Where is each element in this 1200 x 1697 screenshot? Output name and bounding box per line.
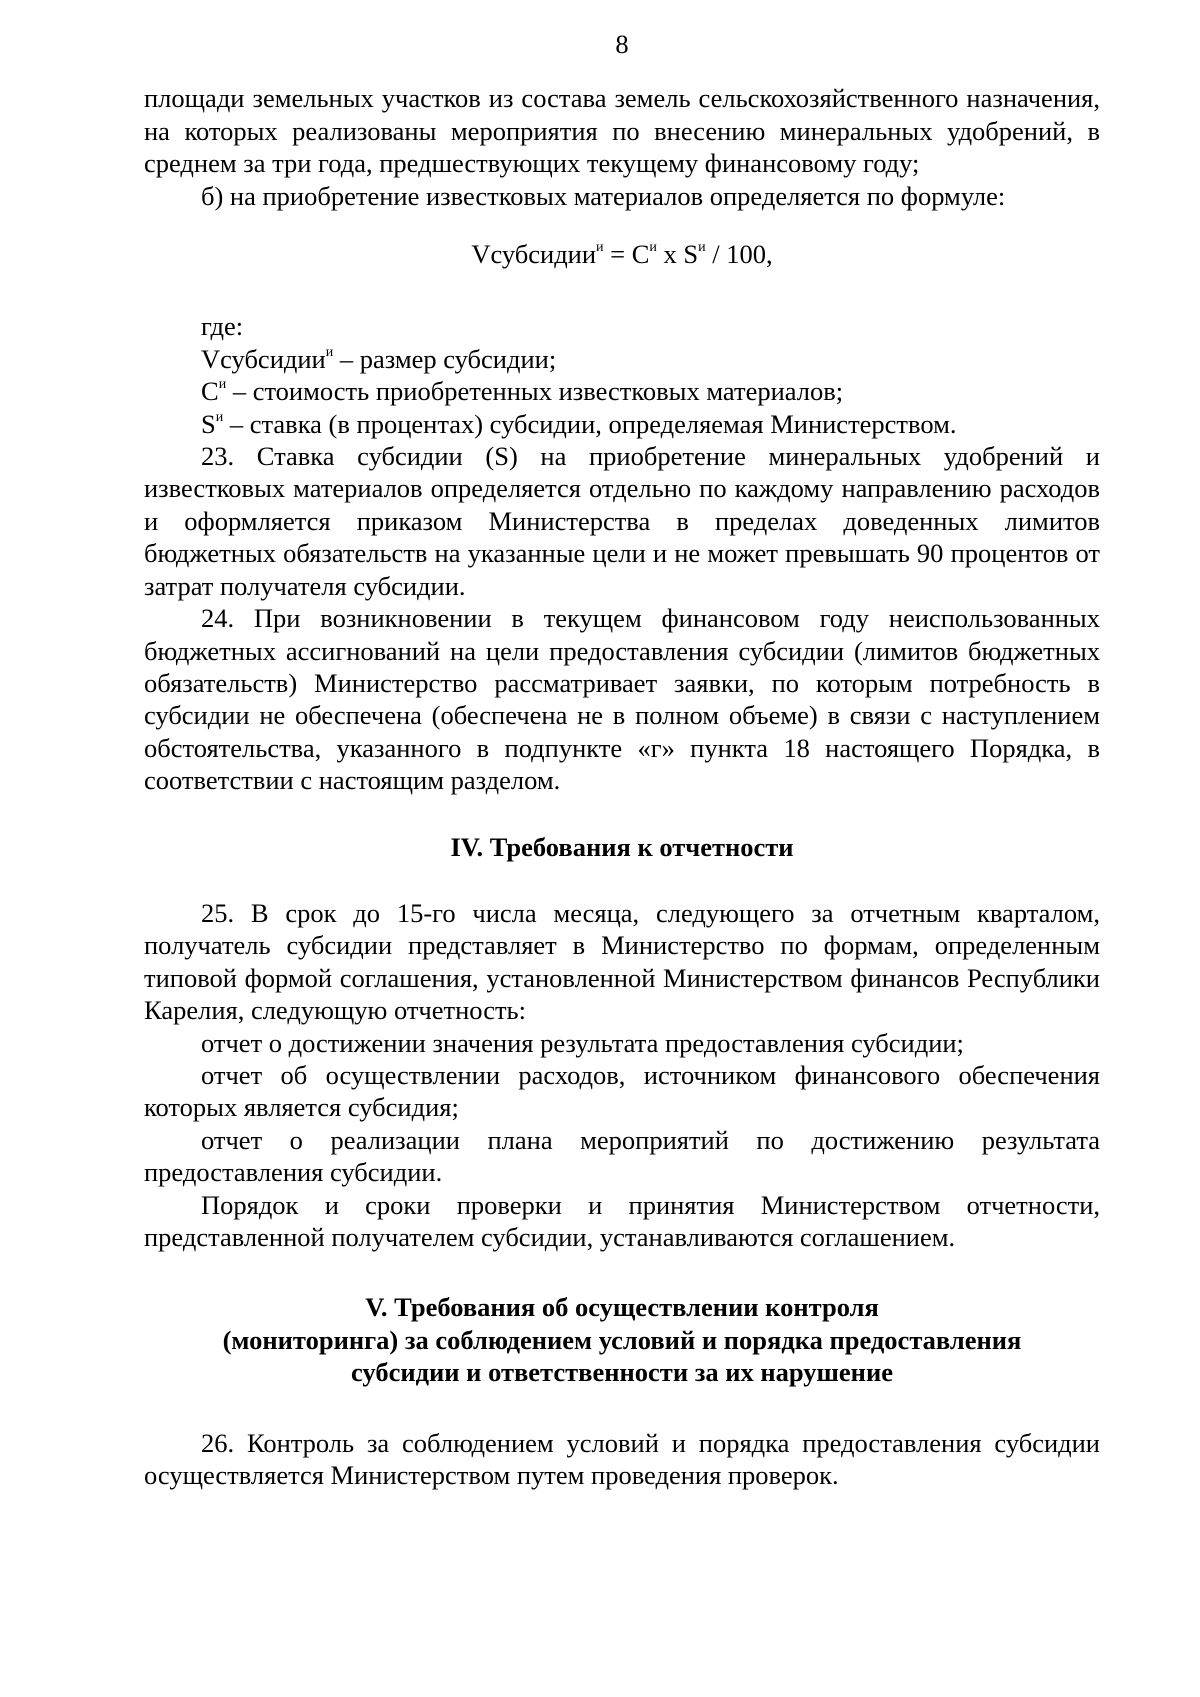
report-item-2: отчет об осуществлении расходов, источником финансового обеспечения которых является субсидия; [144, 1059, 1100, 1123]
page-number: 8 [615, 29, 629, 59]
formula-v: Vсубсидии [471, 239, 597, 270]
formula-eq: = C [603, 239, 650, 270]
paragraph-23: 23. Ставка субсидии (S) на приобретение минеральных удобрений и известковых материалов определяется отдельно по каждому направлению расходов и оформляется приказом Министерства в пределах доведенных лимитов бюджетных обязательств на указанные цели и не может превышать 90 процентов от затрат получателя субсидии. [144, 441, 1100, 601]
def-c-sup: и [218, 377, 227, 393]
formula-sup-1: и [596, 240, 604, 256]
def-c-symbol: C [201, 376, 219, 407]
def-s-sup: и [215, 409, 224, 425]
def-s-text: – ставка (в процентах) субсидии, определяемая Министерством. [223, 408, 957, 439]
paragraph-26: 26. Контроль за соблюдением условий и порядка предоставления субсидии осуществляется Министерством путем проведения проверок. [144, 1427, 1100, 1491]
def-c-text: – стоимость приобретенных известковых материалов; [226, 376, 844, 407]
formula-sup-3: и [698, 240, 706, 256]
definition-c [144, 375, 1100, 407]
formula-sup-2: и [649, 240, 657, 256]
definition-s [144, 408, 1100, 440]
formula-tail: / 100, [705, 239, 773, 270]
report-item-3: отчет о реализации плана мероприятий по достижению результата предоставления субсидии. [144, 1124, 1100, 1188]
definition-v [144, 343, 1100, 375]
where-label: где: [201, 311, 244, 342]
paragraph-continuation: площади земельных участков из состава земель сельскохозяйственного назначения, на которых реализованы мероприятия по внесению минеральных удобрений, в среднем за три года, предшествующих текущему финансовому году; [144, 83, 1100, 179]
formula [144, 238, 1100, 270]
paragraph-lime-materials: б) на приобретение известковых материалов определяется по формуле: [201, 180, 1006, 211]
paragraph-25: 25. В срок до 15-го числа месяца, следующего за отчетным кварталом, получатель субсидии представляет в Министерство по формам, определенным типовой формой соглашения, установленной Министерством финансов Республики Карелия, следующую отчетность: [144, 897, 1100, 1026]
section-5-heading-line-1: V. Требования об осуществлении контроля [365, 1292, 879, 1323]
section-4-heading: IV. Требования к отчетности [450, 831, 794, 862]
section-5-heading-line-2: (мониторинга) за соблюдением условий и порядка предоставления [222, 1324, 1022, 1355]
report-procedure: Порядок и сроки проверки и принятия Министерством отчетности, представленной получателем субсидии, устанавливаются соглашением. [144, 1189, 1100, 1252]
section-5-heading-line-3: субсидии и ответственности за их нарушение [351, 1357, 893, 1388]
paragraph-24: 24. При возникновении в текущем финансовом году неиспользованных бюджетных ассигнований на цели предоставления субсидии (лимитов бюджетных обязательств) Министерство рассматривает заявки, по которым потребность в субсидии не обеспечена (обеспечена не в полном объеме) в связи с наступлением обстоятельства, указанного в подпункте «г» пункта 18 настоящего Порядка, в соответствии с настоящим разделом. [144, 603, 1100, 796]
def-v-text: – размер субсидии; [333, 343, 557, 374]
def-v-sup: и [325, 344, 334, 360]
def-s-symbol: S [201, 408, 216, 439]
def-v-symbol: Vсубсидии [201, 343, 326, 374]
section-5-heading [144, 1291, 1100, 1388]
report-item-1: отчет о достижении значения результата предоставления субсидии; [201, 1027, 964, 1058]
formula-x: x S [656, 239, 699, 270]
